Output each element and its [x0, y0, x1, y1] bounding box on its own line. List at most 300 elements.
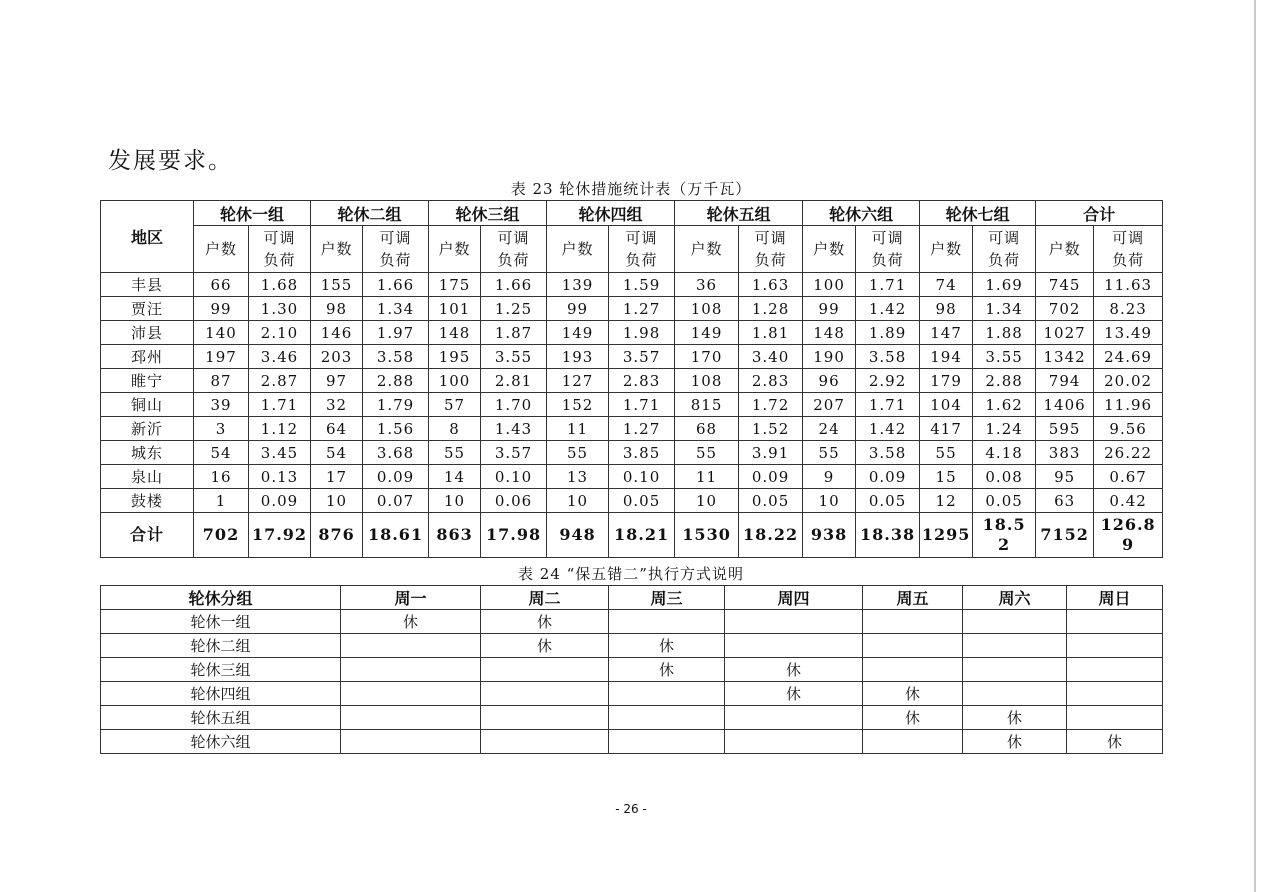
load-header-line2: 负荷: [754, 251, 787, 269]
adjustable-load-header: [481, 226, 547, 273]
day-cell: [609, 730, 725, 754]
region-cell: 睢宁: [101, 369, 194, 393]
households-header: 户数: [194, 226, 249, 273]
households-cell: 99: [194, 297, 249, 321]
households-cell: 595: [1036, 417, 1094, 441]
load-cell: 3.57: [609, 345, 675, 369]
load-cell: 1.42: [856, 297, 920, 321]
load-cell: 1.66: [481, 273, 547, 297]
load-cell: 1.71: [609, 393, 675, 417]
total-load-cell: 18.21: [609, 513, 675, 558]
weekday-header: 周六: [963, 586, 1067, 610]
load-cell: 1.71: [856, 393, 920, 417]
load-header-line2: 负荷: [379, 251, 412, 269]
households-cell: 17: [311, 465, 363, 489]
households-cell: 14: [429, 465, 481, 489]
day-cell: [341, 634, 481, 658]
day-cell: [1067, 682, 1163, 706]
load-cell: 0.09: [363, 465, 429, 489]
households-cell: 383: [1036, 441, 1094, 465]
day-cell: [341, 682, 481, 706]
households-cell: 9: [803, 465, 856, 489]
load-header-line2: 负荷: [625, 251, 658, 269]
rotation-group-cell: 轮休二组: [101, 634, 341, 658]
adjustable-load-header: [1094, 226, 1163, 273]
table-row: [101, 321, 1163, 345]
region-cell: 泉山: [101, 465, 194, 489]
households-cell: 54: [194, 441, 249, 465]
load-cell: 1.89: [856, 321, 920, 345]
day-cell: [863, 658, 963, 682]
load-cell: 1.71: [856, 273, 920, 297]
rotation-group-cell: 轮休三组: [101, 658, 341, 682]
load-header-line1: 可调: [497, 229, 530, 247]
households-cell: 55: [429, 441, 481, 465]
total-load-cell: 18.61: [363, 513, 429, 558]
day-cell: [341, 658, 481, 682]
total-households-cell: 948: [547, 513, 609, 558]
households-cell: 195: [429, 345, 481, 369]
day-cell: [481, 706, 609, 730]
group-column-header: 轮休分组: [101, 586, 341, 610]
day-cell: [341, 730, 481, 754]
load-cell: 2.10: [249, 321, 311, 345]
load-header-line1: 可调: [754, 229, 787, 247]
households-cell: 64: [311, 417, 363, 441]
region-cell: 丰县: [101, 273, 194, 297]
households-header: 户数: [311, 226, 363, 273]
region-cell: 铜山: [101, 393, 194, 417]
households-cell: 10: [803, 489, 856, 513]
load-cell: 0.05: [973, 489, 1036, 513]
day-cell: [863, 730, 963, 754]
households-cell: 10: [675, 489, 739, 513]
day-cell: [725, 706, 863, 730]
load-cell: 3.55: [973, 345, 1036, 369]
load-cell: 1.56: [363, 417, 429, 441]
day-cell: [963, 634, 1067, 658]
households-header: 户数: [803, 226, 856, 273]
total-load-cell: 18.38: [856, 513, 920, 558]
load-cell: 1.34: [363, 297, 429, 321]
day-cell: [725, 610, 863, 634]
table-row: [101, 417, 1163, 441]
day-cell: [609, 706, 725, 730]
households-header: 户数: [429, 226, 481, 273]
households-cell: 8: [429, 417, 481, 441]
households-cell: 193: [547, 345, 609, 369]
load-cell: 1.59: [609, 273, 675, 297]
load-cell: 3.58: [856, 441, 920, 465]
weekday-header: 周五: [863, 586, 963, 610]
households-cell: 149: [675, 321, 739, 345]
load-header-line2: 负荷: [871, 251, 904, 269]
households-cell: 98: [311, 297, 363, 321]
intro-text: 发展要求。: [108, 148, 233, 174]
load-cell: 1.98: [609, 321, 675, 345]
households-cell: 16: [194, 465, 249, 489]
day-cell: 休: [963, 706, 1067, 730]
households-header: 户数: [547, 226, 609, 273]
load-cell: 1.71: [249, 393, 311, 417]
load-cell: 1.72: [739, 393, 803, 417]
load-cell: 1.66: [363, 273, 429, 297]
households-cell: 55: [803, 441, 856, 465]
load-cell: 3.68: [363, 441, 429, 465]
load-cell: 4.18: [973, 441, 1036, 465]
day-cell: [481, 682, 609, 706]
load-cell: 0.05: [739, 489, 803, 513]
load-cell: 0.09: [856, 465, 920, 489]
table23-rotation-statistics: [100, 200, 1163, 558]
households-cell: 104: [920, 393, 973, 417]
group-header: 轮休一组: [194, 201, 311, 226]
load-cell: 2.87: [249, 369, 311, 393]
day-cell: [963, 610, 1067, 634]
day-cell: [1067, 610, 1163, 634]
load-cell: 3.85: [609, 441, 675, 465]
households-cell: 66: [194, 273, 249, 297]
weekday-header: 周一: [341, 586, 481, 610]
day-cell: [481, 658, 609, 682]
households-header: 户数: [920, 226, 973, 273]
load-cell: 24.69: [1094, 345, 1163, 369]
load-cell: 1.81: [739, 321, 803, 345]
households-cell: 11: [675, 465, 739, 489]
day-cell: [1067, 706, 1163, 730]
page-edge-line: [1254, 0, 1256, 892]
load-cell: 1.52: [739, 417, 803, 441]
load-cell: 9.56: [1094, 417, 1163, 441]
load-cell: 1.30: [249, 297, 311, 321]
households-cell: 1: [194, 489, 249, 513]
total-label: 合计: [101, 513, 194, 558]
households-cell: 13: [547, 465, 609, 489]
load-cell: 1.69: [973, 273, 1036, 297]
group-header: 合计: [1036, 201, 1163, 226]
day-cell: [609, 610, 725, 634]
day-cell: 休: [725, 658, 863, 682]
load-cell: 0.08: [973, 465, 1036, 489]
table-row: [101, 273, 1163, 297]
households-cell: 55: [547, 441, 609, 465]
group-header: 轮休六组: [803, 201, 920, 226]
day-cell: [963, 682, 1067, 706]
load-header-line2: 负荷: [497, 251, 530, 269]
load-cell: 1.87: [481, 321, 547, 345]
day-cell: [963, 658, 1067, 682]
table-row: [101, 297, 1163, 321]
day-cell: 休: [725, 682, 863, 706]
households-cell: 815: [675, 393, 739, 417]
total-row: [101, 513, 1163, 558]
total-households-cell: 876: [311, 513, 363, 558]
load-cell: 1.27: [609, 417, 675, 441]
households-cell: 1406: [1036, 393, 1094, 417]
adjustable-load-header: [856, 226, 920, 273]
load-header-line1: 可调: [871, 229, 904, 247]
load-cell: 0.05: [856, 489, 920, 513]
day-cell: 休: [863, 706, 963, 730]
load-cell: 3.46: [249, 345, 311, 369]
load-cell: 1.42: [856, 417, 920, 441]
households-cell: 108: [675, 297, 739, 321]
day-cell: 休: [481, 634, 609, 658]
weekday-header: 周四: [725, 586, 863, 610]
total-load-cell: 18.52: [973, 513, 1036, 558]
load-cell: 13.49: [1094, 321, 1163, 345]
households-cell: 68: [675, 417, 739, 441]
rotation-group-cell: 轮休五组: [101, 706, 341, 730]
day-cell: [1067, 634, 1163, 658]
day-cell: 休: [1067, 730, 1163, 754]
region-header: 地区: [101, 201, 194, 273]
households-cell: 197: [194, 345, 249, 369]
households-cell: 1342: [1036, 345, 1094, 369]
weekday-header: 周日: [1067, 586, 1163, 610]
day-cell: [863, 610, 963, 634]
total-load-cell: 17.98: [481, 513, 547, 558]
load-cell: 1.79: [363, 393, 429, 417]
households-cell: 155: [311, 273, 363, 297]
households-cell: 54: [311, 441, 363, 465]
total-households-cell: 702: [194, 513, 249, 558]
households-cell: 15: [920, 465, 973, 489]
load-cell: 3.58: [363, 345, 429, 369]
households-cell: 36: [675, 273, 739, 297]
table-row: [101, 345, 1163, 369]
load-cell: 2.92: [856, 369, 920, 393]
day-cell: 休: [341, 610, 481, 634]
adjustable-load-header: [363, 226, 429, 273]
group-header: 轮休七组: [920, 201, 1036, 226]
households-cell: 97: [311, 369, 363, 393]
day-cell: 休: [609, 634, 725, 658]
table-row: [101, 706, 1163, 730]
households-cell: 127: [547, 369, 609, 393]
load-cell: 1.97: [363, 321, 429, 345]
households-cell: 108: [675, 369, 739, 393]
load-cell: 0.13: [249, 465, 311, 489]
load-cell: 1.27: [609, 297, 675, 321]
households-cell: 12: [920, 489, 973, 513]
load-cell: 1.24: [973, 417, 1036, 441]
group-header: 轮休二组: [311, 201, 429, 226]
households-cell: 3: [194, 417, 249, 441]
table-row: [101, 610, 1163, 634]
table-row: [101, 393, 1163, 417]
rotation-group-cell: 轮休六组: [101, 730, 341, 754]
load-cell: 1.12: [249, 417, 311, 441]
load-cell: 3.40: [739, 345, 803, 369]
table-row: [101, 465, 1163, 489]
adjustable-load-header: [249, 226, 311, 273]
total-households-cell: 1295: [920, 513, 973, 558]
load-cell: 0.05: [609, 489, 675, 513]
households-cell: 11: [547, 417, 609, 441]
total-load-cell: 17.92: [249, 513, 311, 558]
load-cell: 3.91: [739, 441, 803, 465]
weekday-header: 周三: [609, 586, 725, 610]
households-cell: 99: [547, 297, 609, 321]
day-cell: [341, 706, 481, 730]
table-row: [101, 634, 1163, 658]
load-cell: 1.43: [481, 417, 547, 441]
households-cell: 417: [920, 417, 973, 441]
load-cell: 1.28: [739, 297, 803, 321]
households-cell: 745: [1036, 273, 1094, 297]
load-header-line2: 负荷: [263, 251, 296, 269]
region-cell: 沛县: [101, 321, 194, 345]
table24-schedule: [100, 585, 1163, 754]
group-header: 轮休四组: [547, 201, 675, 226]
households-cell: 99: [803, 297, 856, 321]
households-cell: 147: [920, 321, 973, 345]
households-cell: 55: [675, 441, 739, 465]
total-load-cell: 18.22: [739, 513, 803, 558]
households-header: 户数: [675, 226, 739, 273]
adjustable-load-header: [739, 226, 803, 273]
table-row: [101, 441, 1163, 465]
load-header-line1: 可调: [1112, 229, 1145, 247]
households-cell: 140: [194, 321, 249, 345]
load-cell: 0.67: [1094, 465, 1163, 489]
day-cell: 休: [963, 730, 1067, 754]
households-cell: 148: [803, 321, 856, 345]
households-cell: 146: [311, 321, 363, 345]
load-cell: 3.57: [481, 441, 547, 465]
load-cell: 2.83: [609, 369, 675, 393]
load-cell: 2.81: [481, 369, 547, 393]
households-cell: 57: [429, 393, 481, 417]
day-cell: 休: [481, 610, 609, 634]
households-cell: 794: [1036, 369, 1094, 393]
region-cell: 邳州: [101, 345, 194, 369]
day-cell: [1067, 658, 1163, 682]
table-row: [101, 369, 1163, 393]
households-cell: 100: [803, 273, 856, 297]
region-cell: 贾汪: [101, 297, 194, 321]
households-cell: 100: [429, 369, 481, 393]
load-cell: 0.10: [609, 465, 675, 489]
households-cell: 96: [803, 369, 856, 393]
load-cell: 11.63: [1094, 273, 1163, 297]
load-cell: 0.09: [739, 465, 803, 489]
households-cell: 148: [429, 321, 481, 345]
households-cell: 207: [803, 393, 856, 417]
load-cell: 11.96: [1094, 393, 1163, 417]
day-cell: [481, 730, 609, 754]
day-cell: 休: [609, 658, 725, 682]
table-row: [101, 730, 1163, 754]
load-cell: 0.42: [1094, 489, 1163, 513]
households-cell: 170: [675, 345, 739, 369]
households-cell: 149: [547, 321, 609, 345]
day-cell: [725, 730, 863, 754]
load-cell: 2.88: [973, 369, 1036, 393]
load-cell: 1.62: [973, 393, 1036, 417]
households-cell: 702: [1036, 297, 1094, 321]
group-header: 轮休三组: [429, 201, 547, 226]
rotation-group-cell: 轮休一组: [101, 610, 341, 634]
households-cell: 194: [920, 345, 973, 369]
load-cell: 8.23: [1094, 297, 1163, 321]
households-cell: 101: [429, 297, 481, 321]
region-cell: 城东: [101, 441, 194, 465]
households-cell: 179: [920, 369, 973, 393]
load-cell: 2.83: [739, 369, 803, 393]
weekday-header: 周二: [481, 586, 609, 610]
households-cell: 10: [311, 489, 363, 513]
day-cell: 休: [863, 682, 963, 706]
households-cell: 63: [1036, 489, 1094, 513]
load-cell: 0.07: [363, 489, 429, 513]
load-cell: 0.06: [481, 489, 547, 513]
load-cell: 3.55: [481, 345, 547, 369]
households-header: 户数: [1036, 226, 1094, 273]
load-cell: 20.02: [1094, 369, 1163, 393]
load-cell: 1.63: [739, 273, 803, 297]
load-cell: 1.88: [973, 321, 1036, 345]
load-header-line2: 负荷: [988, 251, 1021, 269]
table23-caption: 表 23 轮休措施统计表（万千瓦）: [510, 180, 752, 198]
households-cell: 24: [803, 417, 856, 441]
households-cell: 55: [920, 441, 973, 465]
households-cell: 10: [547, 489, 609, 513]
load-header-line1: 可调: [263, 229, 296, 247]
households-cell: 39: [194, 393, 249, 417]
total-households-cell: 7152: [1036, 513, 1094, 558]
table-row: [101, 489, 1163, 513]
total-load-cell: 126.89: [1094, 513, 1163, 558]
region-cell: 鼓楼: [101, 489, 194, 513]
households-cell: 74: [920, 273, 973, 297]
table-row: [101, 658, 1163, 682]
load-cell: 0.10: [481, 465, 547, 489]
group-header: 轮休五组: [675, 201, 803, 226]
load-cell: 1.70: [481, 393, 547, 417]
load-cell: 3.58: [856, 345, 920, 369]
day-cell: [725, 634, 863, 658]
load-header-line1: 可调: [988, 229, 1021, 247]
households-cell: 32: [311, 393, 363, 417]
adjustable-load-header: [973, 226, 1036, 273]
page-number: - 26 -: [615, 802, 647, 816]
households-cell: 203: [311, 345, 363, 369]
region-cell: 新沂: [101, 417, 194, 441]
total-households-cell: 1530: [675, 513, 739, 558]
households-cell: 1027: [1036, 321, 1094, 345]
adjustable-load-header: [609, 226, 675, 273]
load-cell: 3.45: [249, 441, 311, 465]
load-cell: 0.09: [249, 489, 311, 513]
households-cell: 98: [920, 297, 973, 321]
households-cell: 10: [429, 489, 481, 513]
rotation-group-cell: 轮休四组: [101, 682, 341, 706]
day-cell: [609, 682, 725, 706]
table-row: [101, 682, 1163, 706]
households-cell: 175: [429, 273, 481, 297]
load-header-line1: 可调: [379, 229, 412, 247]
households-cell: 139: [547, 273, 609, 297]
households-cell: 190: [803, 345, 856, 369]
total-households-cell: 863: [429, 513, 481, 558]
day-cell: [863, 634, 963, 658]
load-cell: 2.88: [363, 369, 429, 393]
households-cell: 87: [194, 369, 249, 393]
table24-caption: 表 24 “保五错二”执行方式说明: [518, 565, 744, 583]
load-cell: 26.22: [1094, 441, 1163, 465]
